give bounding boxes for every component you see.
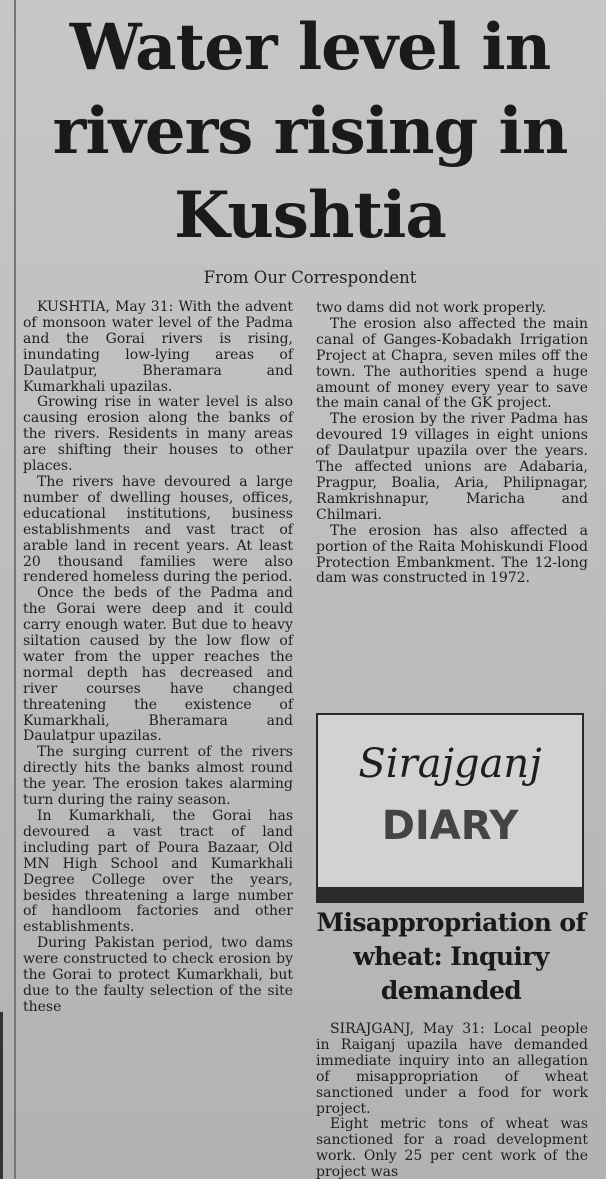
column-rule [14, 0, 16, 1179]
article-headline: Water level in rivers rising in Kushtia [52, 10, 568, 253]
paragraph: The erosion by the river Padma has devoured 19 villages in eight unions of Daulatpur upazila over the years. The affected unions are Adabaria, Pragpur, Boalia, Aria, Philipnagar, Ramkrishnapur, Maricha and Chilmari. [316, 411, 588, 523]
paragraph: Growing rise in water level is also causing erosion along the banks of the rivers. Residents in many areas are shifting their houses to other places. [23, 394, 293, 475]
paragraph: Eight metric tons of wheat was sanctioned for a road development work. Only 25 per cent work of the project was [316, 1116, 588, 1179]
paragraph: In Kumarkhali, the Gorai has devoured a vast tract of land including part of Poura Bazaar, Old MN High School and Kumarkhali Degree College over the years, besides threatening a large number of handloom factories and other establishments. [23, 808, 293, 936]
paragraph: The rivers have devoured a large number of dwelling houses, offices, educational institutions, business establishments and vast tract of arable land in recent years. At least 20 thousand families were also rendered homeless during the period. [23, 473, 293, 586]
diary-bar [316, 887, 584, 903]
column-rule-bottom [0, 1012, 3, 1179]
paragraph: During Pakistan period, two dams were constructed to check erosion by the Gorai to protect Kumarkhali, but due to the faulty selection of the site these [23, 935, 293, 1015]
article-byline: From Our Correspondent [203, 268, 417, 287]
paragraph: The erosion has also affected a portion of the Raita Mohiskundi Flood Protection Embankment. The 12-long dam was constructed in 1972. [316, 522, 588, 587]
paragraph: two dams did not work properly. [316, 300, 547, 316]
diary-section-logo [316, 713, 584, 903]
paragraph: SIRAJGANJ, May 31: Local people in Raiganj upazila have demanded immediate inquiry into an allegation of misappropriation of wheat sanctioned under a food for work project. [316, 1021, 588, 1117]
paragraph: The erosion also affected the main canal of Ganges-Kobadakh Irrigation Project at Chapra, seven miles off the town. The authorities spend a huge amount of money every year to save the main canal of the GK project. [316, 315, 588, 412]
paragraph: KUSHTIA, May 31: With the advent of monsoon water level of the Padma and the Gorai rivers is rising, inundating low-lying areas of Daulatpur, Bheramara and Kumarkhali upazilas. [23, 299, 293, 395]
second-article-headline: Misappropriation of wheat: Inquiry demanded [316, 908, 586, 1005]
second-article-body [316, 1022, 588, 1179]
paragraph: The surging current of the rivers directly hits the banks almost round the year. The erosion takes alarming turn during the rainy season. [23, 744, 293, 809]
diary-script-title: Sirajganj [358, 741, 542, 787]
diary-word: DIARY [381, 803, 519, 849]
paragraph: Once the beds of the Padma and the Gorai were deep and it could carry enough water. But due to heavy siltation caused by the low flow of water from the upper reaches the normal depth has decreased and river courses have changed threatening the existence of Kumarkhali, Bheramara and Daulatpur upazilas. [23, 585, 293, 745]
article-left-column [23, 300, 293, 1016]
article-right-column [316, 301, 588, 587]
